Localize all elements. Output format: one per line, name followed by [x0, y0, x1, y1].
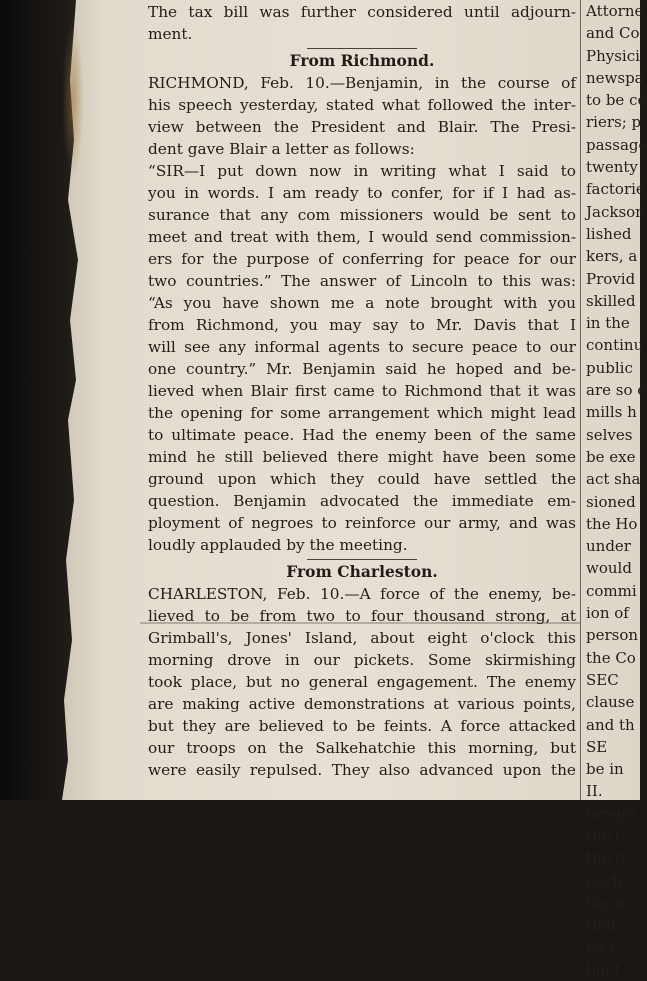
article-line: question. Benjamin advocated the immediate em- — [148, 492, 576, 510]
article-line: ground upon which they could have settled the — [148, 470, 576, 488]
article-line: Grimball's, Jones' Island, about eight o'clock this — [148, 629, 576, 647]
article-line: “As you have shown me a note brought with you — [148, 294, 576, 312]
article-line: you in words. I am ready to confer, for if I had as- — [148, 184, 576, 202]
right-column-line: mills h — [586, 403, 637, 422]
right-column-line: sioned — [586, 492, 636, 511]
article-line: meet and treat with them, I would send commission- — [148, 228, 576, 246]
right-column-line: act sha — [586, 470, 641, 489]
article-line: CHARLESTON, Feb. 10.—A force of the enemy, be- — [148, 585, 576, 603]
right-column-line: the Co — [586, 648, 636, 667]
right-column-line: under — [586, 537, 631, 556]
right-column-line: in the — [586, 314, 630, 333]
right-column-line: ion of — [586, 604, 629, 623]
article-line: were easily repulsed. They also advanced upon the — [148, 761, 576, 779]
charleston-article-body — [148, 583, 576, 781]
right-column-line: commi — [586, 581, 637, 600]
richmond-article-body — [148, 72, 576, 556]
right-column-line: and th — [586, 715, 635, 734]
right-column-line: lished — [586, 224, 632, 243]
right-column-line: be exe — [586, 447, 636, 466]
right-column-line: and Co — [586, 24, 640, 43]
article-line: surance that any com missioners would be sent to — [148, 206, 576, 224]
right-column-line: Physici — [586, 46, 640, 65]
right-column-line: to be ce — [586, 91, 647, 110]
right-column-line: Attorne — [586, 2, 644, 20]
column-rule — [580, 0, 581, 800]
section-divider — [307, 559, 417, 560]
article-line: lieved when Blair first came to Richmond that it was — [148, 382, 576, 400]
right-column-line: the n — [586, 849, 625, 868]
right-column-line: that — [586, 916, 617, 935]
right-column-line: skilled — [586, 291, 636, 310]
article-line: loudly applauded by the meeting. — [148, 536, 408, 554]
right-column-line: ble t — [586, 960, 621, 979]
right-column-line: SE — [586, 737, 608, 756]
main-article-column — [148, 0, 576, 800]
right-column-line: II. — [586, 782, 603, 801]
richmond-headline: From Richmond. — [289, 51, 435, 70]
right-column-line: passage — [586, 135, 647, 154]
article-line: lieved to be from two to four thousand strong, at — [148, 607, 576, 625]
article-line: ers for the purpose of conferring for peace for our — [148, 250, 576, 268]
right-column-line: clause — [586, 693, 635, 712]
right-column-line: tia, a — [586, 893, 625, 912]
article-line: but they are believed to be feints. A force attacked — [148, 717, 576, 735]
right-column-line: person — [586, 626, 639, 645]
right-column-line: continu — [586, 336, 644, 355]
article-line: one country.” Mr. Benjamin said he hoped and be- — [148, 360, 576, 378]
right-column-line: kers, a — [586, 247, 638, 266]
right-column-line: would — [586, 559, 632, 578]
right-column-line: SEC — [586, 670, 619, 689]
right-column-line: the C — [586, 826, 627, 845]
right-column-line: each — [586, 871, 622, 890]
article-line: to ultimate peace. Had the enemy been of the same — [148, 426, 576, 444]
charleston-headline: From Charleston. — [286, 562, 438, 581]
article-line: dent gave Blair a letter as follows: — [148, 140, 415, 158]
article-line: are making active demonstrations at various points, — [148, 695, 576, 713]
right-column-line: factorie — [586, 180, 645, 199]
article-line: “SIR—I put down now in writing what I said to — [148, 162, 576, 180]
paper-stain — [62, 20, 84, 180]
article-line: RICHMOND, Feb. 10.—Benjamin, in the course of — [148, 74, 576, 92]
article-line: the opening for some arrangement which might lead — [148, 404, 576, 422]
section-divider — [307, 48, 417, 49]
article-line: morning drove in our pickets. Some skirmishing — [148, 651, 576, 669]
right-column-line: be e — [586, 938, 619, 957]
right-column-line: Provid — [586, 269, 636, 288]
right-column-line: Jackson — [586, 202, 645, 221]
intro-line: ment. — [148, 25, 193, 43]
article-line: from Richmond, you may say to Mr. Davis that I — [148, 316, 576, 334]
right-column-line: the Ho — [586, 514, 638, 533]
article-line: mind he still believed there might have been some — [148, 448, 576, 466]
article-line: took place, but no general engagement. The enemy — [148, 673, 576, 691]
right-column-line: newspa — [586, 68, 644, 87]
article-line: view between the President and Blair. The Presi- — [148, 118, 576, 136]
right-column-line: forego — [586, 804, 636, 823]
article-line: two countries.” The answer of Lincoln to this was: — [148, 272, 576, 290]
right-column-line: are so e — [586, 381, 647, 400]
article-line: his speech yesterday, stated what followed the inter- — [148, 96, 576, 114]
article-line: ployment of negroes to reinforce our army, and was — [148, 514, 576, 532]
intro-line: The tax bill was further considered until adjourn- — [148, 3, 576, 21]
right-column-line: be in — [586, 760, 624, 779]
article-line: our troops on the Salkehatchie this morning, but — [148, 739, 576, 757]
right-column-line: selves — [586, 425, 633, 444]
right-column-line: public — [586, 358, 633, 377]
right-column-fragment — [586, 0, 647, 979]
right-column-line: riers; p — [586, 113, 642, 132]
right-column-line: twenty — [586, 158, 638, 177]
article-line: will see any informal agents to secure peace to our — [148, 338, 576, 356]
